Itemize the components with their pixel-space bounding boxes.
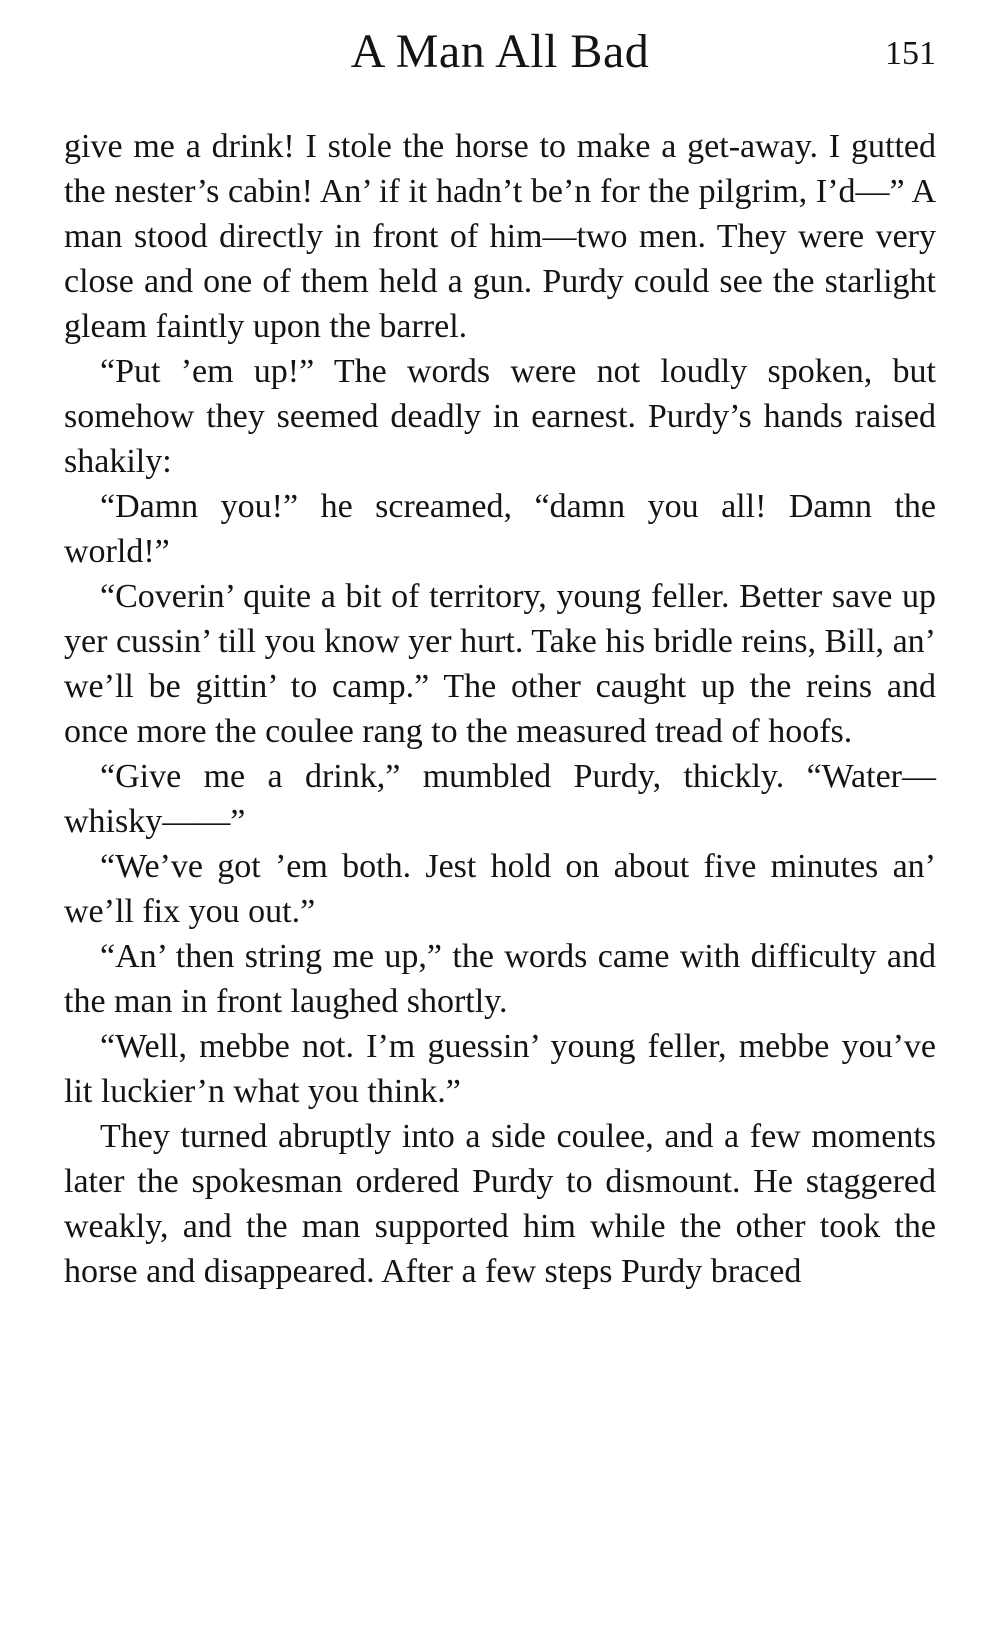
running-title: A Man All Bad [350, 25, 650, 78]
paragraph: “Give me a drink,” mumbled Purdy, thickly. “Water—whisky——” [64, 758, 936, 840]
paragraph: “We’ve got ’em both. Jest hold on about five minutes an’ we’ll fix you out.” [64, 848, 936, 930]
paragraph: give me a drink! I stole the horse to make a get-away. I gutted the nester’s cabin! An’ if it hadn’t be’n for the pilgrim, I’d—” A man stood directly in front of him—two men. They were very close and one of them held a gun. Purdy could see the starlight gleam faintly upon the barrel. [64, 128, 936, 345]
paragraph: “Damn you!” he screamed, “damn you all! Damn the world!” [64, 488, 936, 570]
body-text [64, 124, 936, 1294]
paragraph: “An’ then string me up,” the words came with difficulty and the man in front laughed shortly. [64, 938, 936, 1020]
paragraph: They turned abruptly into a side coulee, and a few moments later the spokesman ordered Purdy to dismount. He staggered weakly, and the man supported him while the other took the horse and disappeared. After a few steps Purdy braced [64, 1118, 936, 1290]
paragraph: “Coverin’ quite a bit of territory, young feller. Better save up yer cussin’ till you know yer hurt. Take his bridle reins, Bill, an’ we’ll be gittin’ to camp.” The other caught up the reins and once more the coulee rang to the measured tread of hoofs. [64, 578, 936, 750]
page-number: 151 [885, 35, 936, 72]
page-header [64, 16, 936, 86]
paragraph: “Well, mebbe not. I’m guessin’ young feller, mebbe you’ve lit luckier’n what you think.” [64, 1028, 936, 1110]
paragraph: “Put ’em up!” The words were not loudly spoken, but somehow they seemed deadly in earnest. Purdy’s hands raised shakily: [64, 353, 936, 480]
